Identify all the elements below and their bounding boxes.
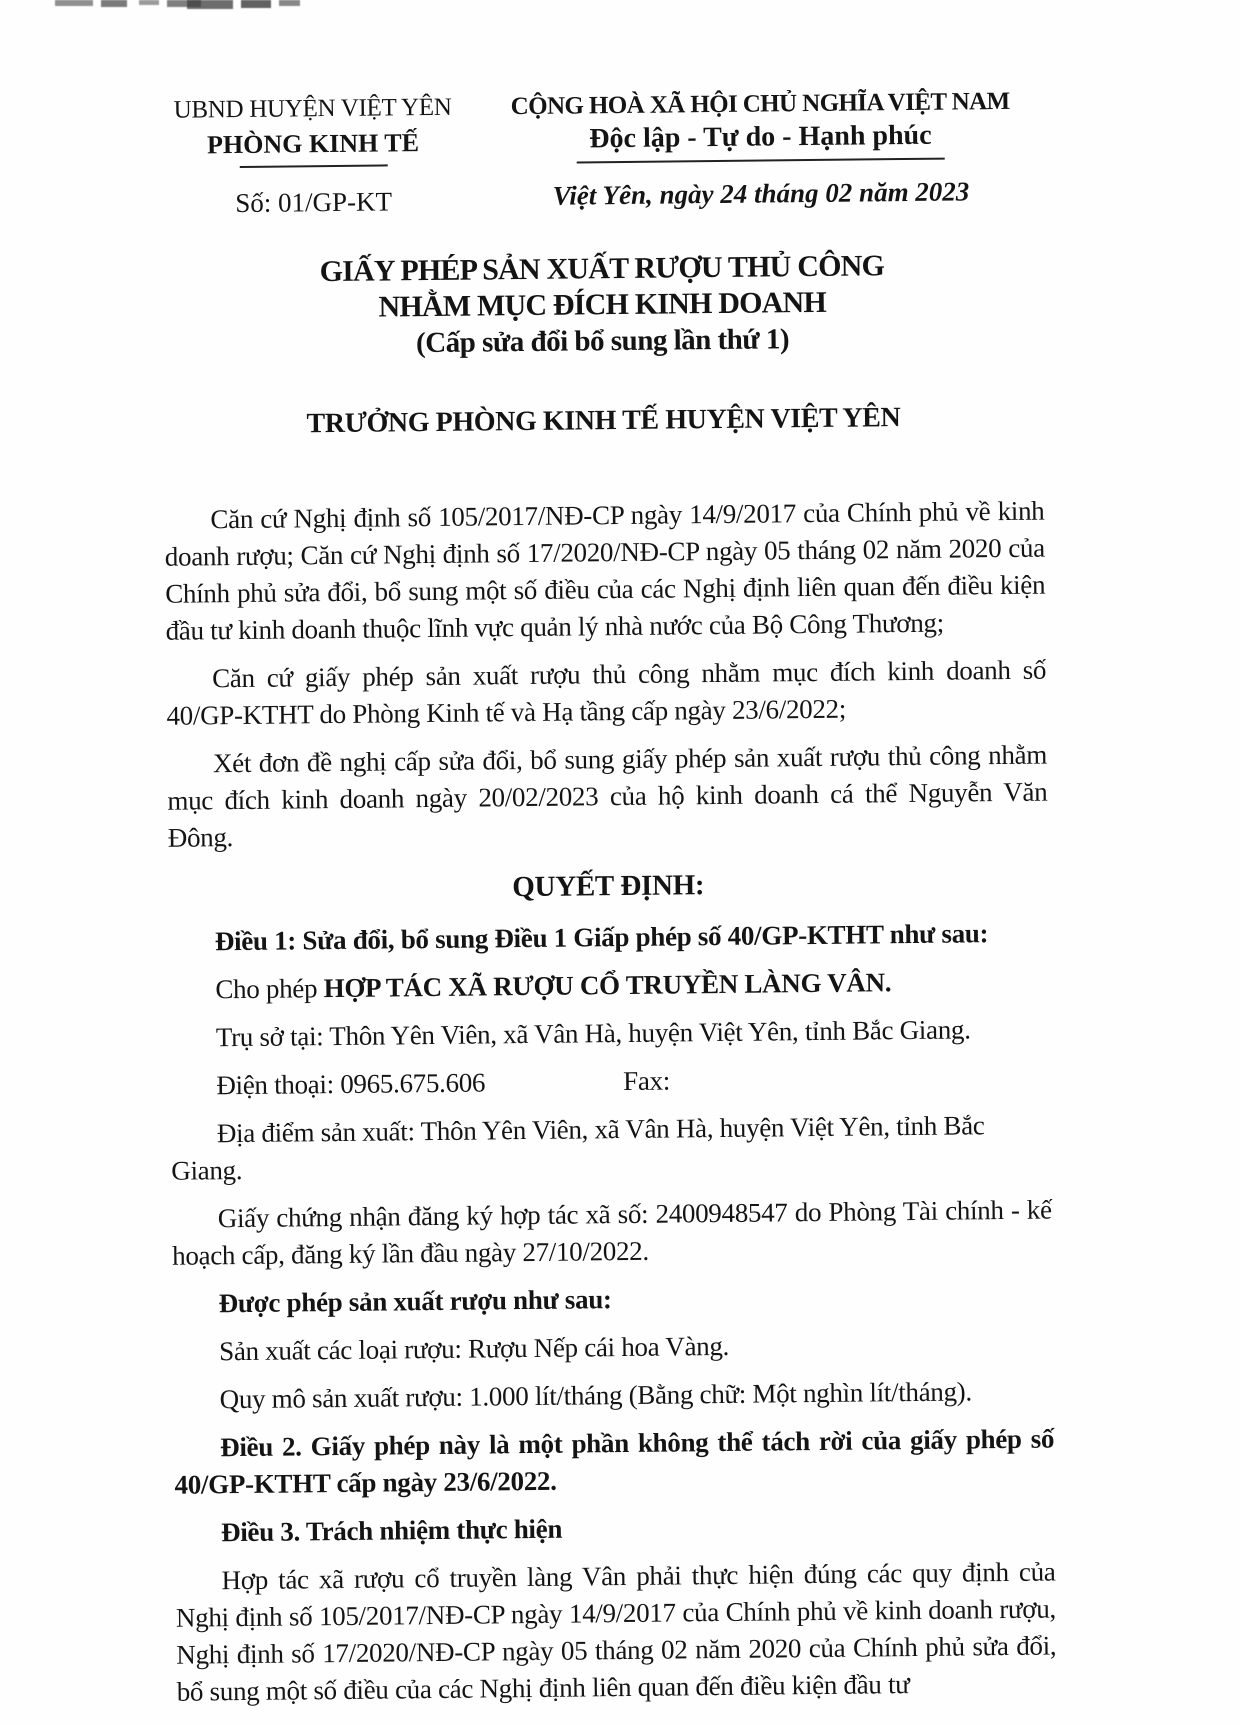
phone-value: Điện thoại: 0965.675.606 — [216, 1067, 486, 1101]
article-2-paragraph: Điều 2. Giấy phép này là một phần không thể tách rời của giấy phép số 40/GP-KTHT cấp ngày 23/6/2022. — [174, 1423, 1055, 1500]
parent-agency-name: UBND HUYỆN VIỆT YÊN — [173, 93, 452, 124]
licensee-name: HỢP TÁC XÃ RƯỢU CỔ TRUYỀN LÀNG VÂN. — [323, 967, 892, 1004]
fax-label: Fax: — [622, 1065, 671, 1097]
preamble-paragraph-3: Xét đơn đề nghị cấp sửa đổi, bổ sung giấy phép sản xuất rượu thủ công nhằm mục đích kinh doanh ngày 20/02/2023 của hộ kinh doanh cá thể Nguyễn Văn Đông. — [167, 739, 1048, 853]
title-line-2: NHẰM MỤC ĐÍCH KINH DOANH — [378, 285, 827, 324]
agency-underline — [239, 164, 387, 168]
permit-grant-prefix: Cho phép — [215, 973, 324, 1005]
issuing-agency-name: PHÒNG KINH TẾ — [206, 128, 420, 160]
article-1-heading: Điều 1: Sửa đổi, bổ sung Điều 1 Giấp phép số 40/GP-KTHT như sau: — [214, 918, 989, 957]
national-motto: Độc lập - Tự do - Hạnh phúc — [589, 119, 932, 155]
document-number: Số: 01/GP-KT — [235, 186, 393, 219]
document-header — [160, 88, 1041, 220]
national-title: CỘNG HOÀ XÃ HỘI CHỦ NGHĨA VIỆT NAM — [510, 87, 1010, 121]
scan-artifact-top-edge — [55, 0, 300, 10]
product-types-line: Sản xuất các loại rượu: Rượu Nếp cái hoa Vàng. — [219, 1330, 730, 1367]
article-3-heading: Điều 3. Trách nhiệm thực hiện — [220, 1513, 563, 1548]
head-office-line: Trụ sở tại: Thôn Yên Viên, xã Vân Hà, huyện Việt Yên, tỉnh Bắc Giang. — [215, 1014, 971, 1053]
issuing-authority-line: TRƯỞNG PHÒNG KINH TẾ HUYỆN VIỆT YÊN — [306, 402, 901, 440]
document-content — [0, 86, 1240, 1724]
preamble-paragraph-2: Căn cứ giấy phép sản xuất rượu thủ công nhằm mục đích kinh doanh số 40/GP-KTHT do Phòng Kinh tế và Hạ tầng cấp ngày 23/6/2022; — [166, 654, 1047, 731]
contact-line — [170, 1059, 1050, 1105]
issuing-agency-block — [160, 94, 466, 220]
allowed-production-heading: Được phép sản xuất rượu như sau: — [218, 1284, 612, 1319]
document-title — [162, 247, 1043, 364]
permit-grant-line — [169, 963, 1049, 1009]
title-line-3: (Cấp sửa đổi bổ sung lần thứ 1) — [415, 323, 790, 360]
title-line-1: GIẤY PHÉP SẢN XUẤT RƯỢU THỦ CÔNG — [319, 249, 885, 289]
article-3-body-paragraph: Hợp tác xã rượu cổ truyền làng Vân phải thực hiện đúng các quy định của Nghị định số 105/2017/NĐ-CP ngày 14/9/2017 của Chính phủ về kinh doanh rượu, Nghị định số 17/2020/NĐ-CP ngày 05 tháng 02 năm 2020 của Chính phủ sửa đổi, bổ sung một số điều của các Nghị định liên quan đến điều kiện đầu tư — [175, 1556, 1057, 1707]
place-and-date: Việt Yên, ngày 24 tháng 02 năm 2023 — [552, 176, 970, 211]
motto-underline — [577, 158, 945, 164]
registration-certificate-paragraph: Giấy chứng nhận đăng ký hợp tác xã số: 2400948547 do Phòng Tài chính - kế hoạch cấp, đăng ký lần đầu ngày 27/10/2022. — [172, 1194, 1052, 1271]
production-site-line: Địa điểm sản xuất: Thôn Yên Viên, xã Vân Hà, huyện Việt Yên, tỉnh Bắc Giang. — [171, 1110, 985, 1186]
production-scale-line: Quy mô sản xuất rượu: 1.000 lít/tháng (Bằng chữ: Một nghìn lít/tháng). — [219, 1376, 973, 1415]
decision-heading: QUYẾT ĐỊNH: — [512, 869, 705, 904]
preamble-paragraph-1: Căn cứ Nghị định số 105/2017/NĐ-CP ngày 14/9/2017 của Chính phủ về kinh doanh rượu; Căn cứ Nghị định số 17/2020/NĐ-CP ngày 05 tháng 02 năm 2020 của Chính phủ sửa đổi, bổ sung một số điều của các Nghị định liên quan đến điều kiện đầu tư kinh doanh thuộc lĩnh vực quản lý nhà nước của Bộ Công Thương; — [164, 495, 1046, 646]
national-header-block — [480, 88, 1041, 213]
document-body — [164, 493, 1057, 1711]
